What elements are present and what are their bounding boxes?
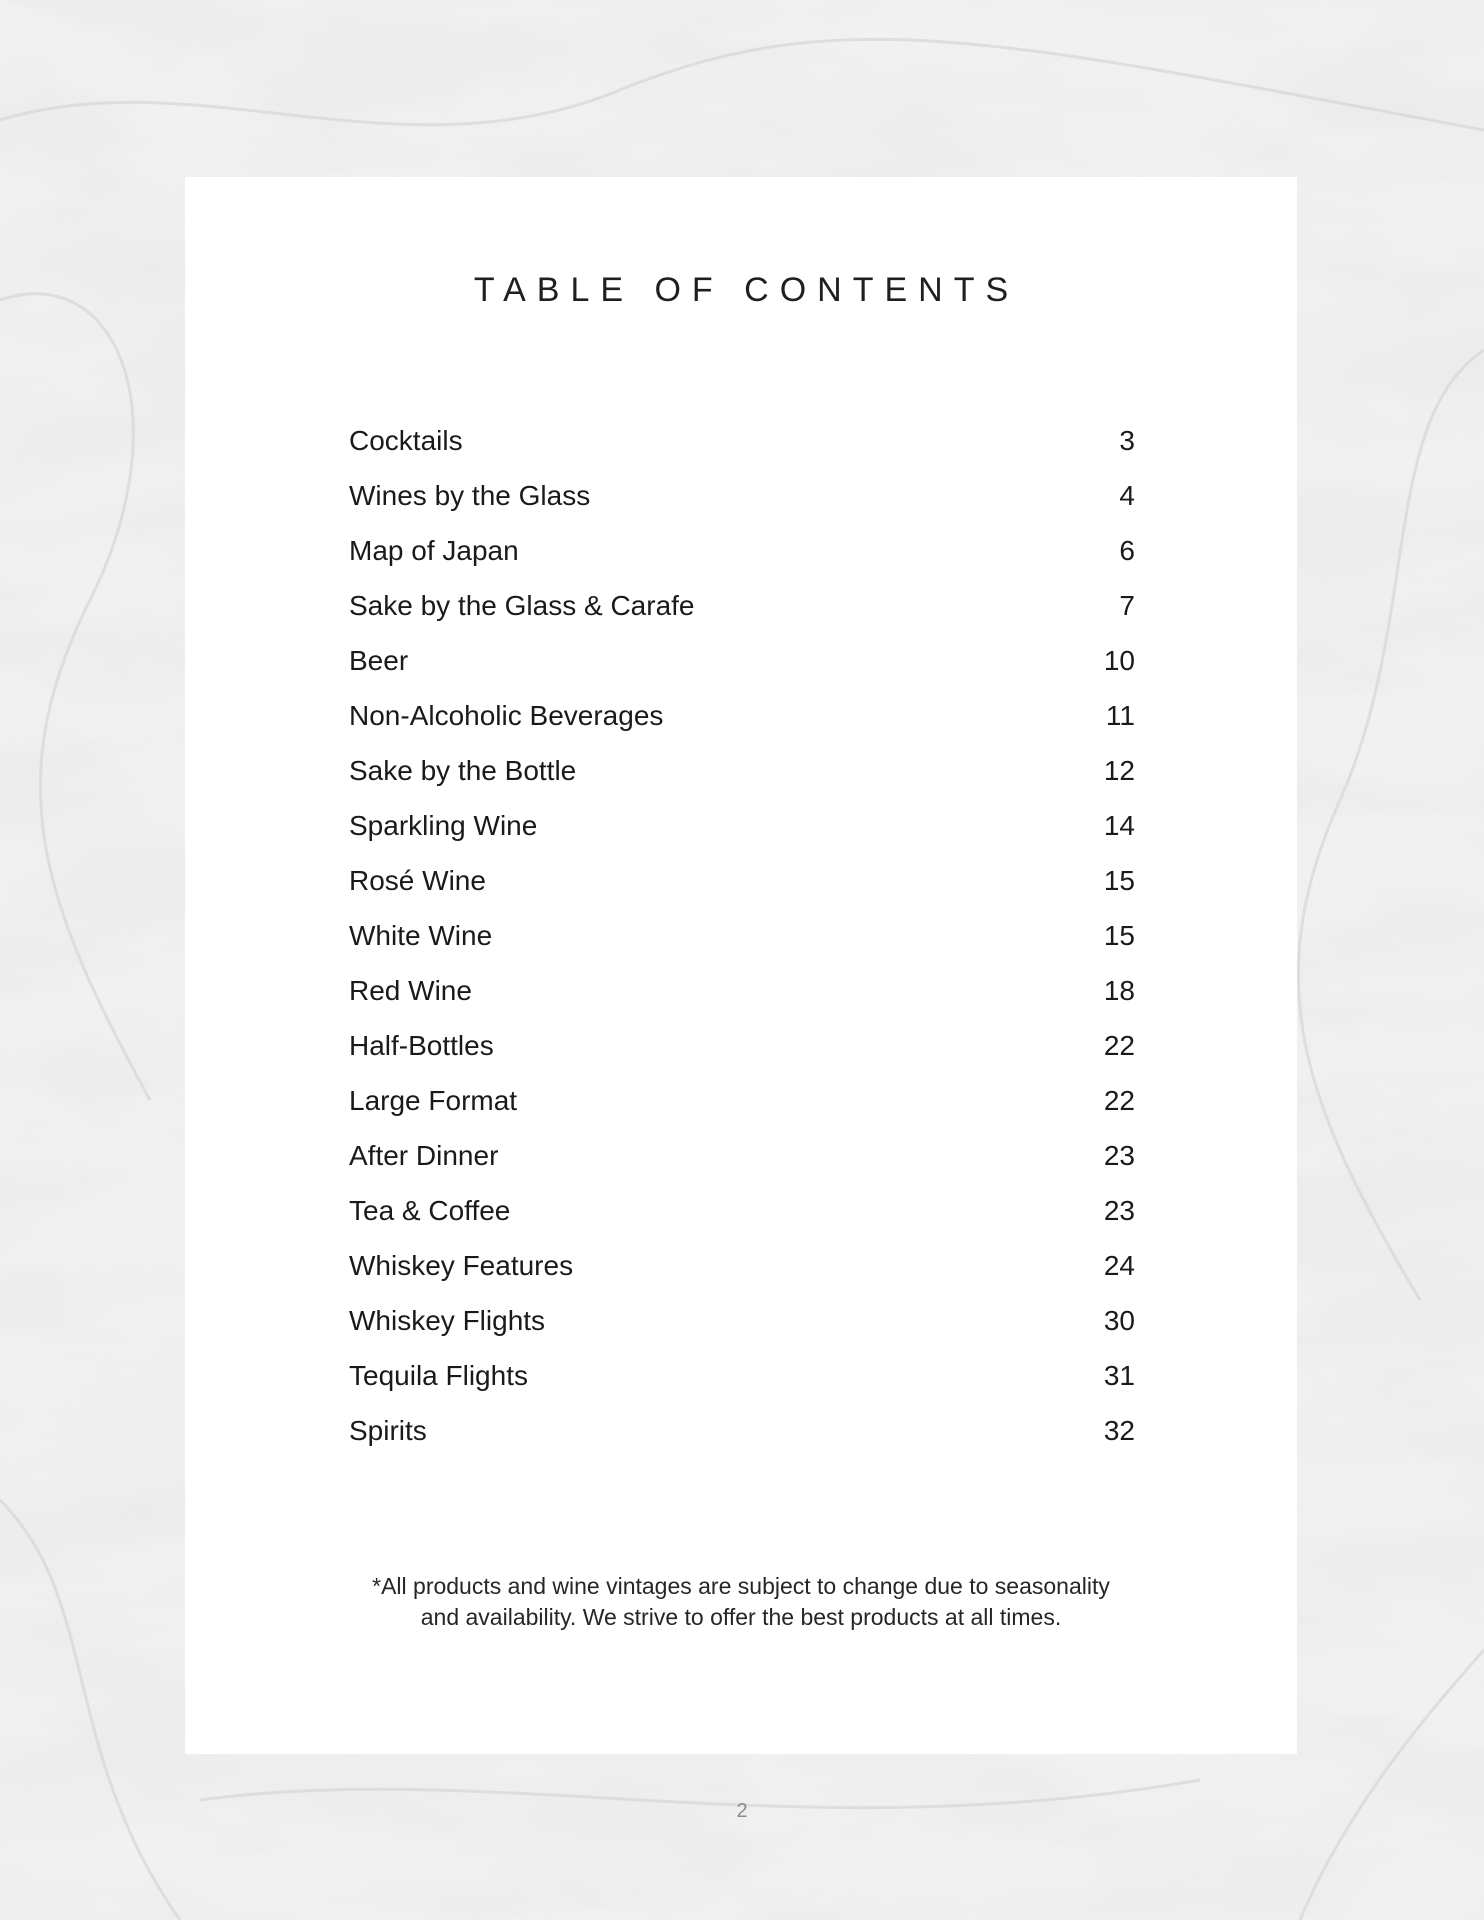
toc-entry[interactable] bbox=[349, 1073, 1135, 1128]
toc-entry-label: Half-Bottles bbox=[349, 1029, 494, 1061]
toc-entry[interactable] bbox=[349, 963, 1135, 1018]
footnote-line: and availability. We strive to offer the best products at all times. bbox=[420, 1604, 1062, 1630]
toc-entry[interactable] bbox=[349, 853, 1135, 908]
toc-entry-label: White Wine bbox=[349, 919, 493, 951]
toc-entry[interactable] bbox=[349, 743, 1135, 798]
toc-entry[interactable] bbox=[349, 1238, 1135, 1293]
toc-entry[interactable] bbox=[349, 468, 1135, 523]
toc-entry-label: Whiskey Features bbox=[349, 1249, 574, 1281]
toc-entry[interactable] bbox=[349, 1403, 1135, 1458]
toc-entry-page: 18 bbox=[1103, 974, 1135, 1006]
toc-entry-label: Tea & Coffee bbox=[349, 1194, 511, 1226]
toc-entry-page: 15 bbox=[1103, 864, 1135, 896]
toc-entry[interactable] bbox=[349, 1128, 1135, 1183]
toc-entry-page: 24 bbox=[1103, 1249, 1135, 1281]
toc-entry-page: 23 bbox=[1103, 1139, 1135, 1171]
toc-entry-label: Wines by the Glass bbox=[349, 479, 591, 511]
toc-entry-page: 22 bbox=[1103, 1029, 1135, 1061]
toc-entry[interactable] bbox=[349, 1018, 1135, 1073]
toc-entry-label: Sake by the Bottle bbox=[349, 754, 577, 786]
footnote bbox=[185, 1571, 1297, 1633]
toc-entry-page: 30 bbox=[1103, 1304, 1135, 1336]
toc-entry[interactable] bbox=[349, 1183, 1135, 1238]
page-title: TABLE OF CONTENTS bbox=[473, 271, 1020, 309]
toc-entry-label: Large Format bbox=[349, 1084, 518, 1116]
toc-entry-label: Red Wine bbox=[349, 974, 472, 1006]
toc-entry-page: 15 bbox=[1103, 919, 1135, 951]
toc-entry-label: Rosé Wine bbox=[349, 864, 486, 896]
toc-entry-page: 4 bbox=[1119, 479, 1135, 511]
toc-entry-label: Map of Japan bbox=[349, 534, 519, 566]
toc-entry[interactable] bbox=[349, 1348, 1135, 1403]
toc-list bbox=[349, 413, 1135, 1458]
toc-entry-label: Tequila Flights bbox=[349, 1359, 528, 1391]
toc-entry-page: 7 bbox=[1119, 589, 1135, 621]
toc-entry[interactable] bbox=[349, 523, 1135, 578]
toc-entry-label: Sake by the Glass & Carafe bbox=[349, 589, 695, 621]
toc-entry[interactable] bbox=[349, 578, 1135, 633]
toc-entry-page: 14 bbox=[1103, 809, 1135, 841]
toc-entry[interactable] bbox=[349, 688, 1135, 743]
toc-entry-label: Spirits bbox=[349, 1414, 427, 1446]
toc-entry-page: 12 bbox=[1103, 754, 1135, 786]
toc-entry-label: Cocktails bbox=[349, 424, 463, 456]
toc-entry-page: 6 bbox=[1119, 534, 1135, 566]
toc-entry-page: 11 bbox=[1105, 699, 1135, 731]
toc-entry[interactable] bbox=[349, 798, 1135, 853]
toc-entry-label: Whiskey Flights bbox=[349, 1304, 546, 1336]
toc-entry[interactable] bbox=[349, 908, 1135, 963]
toc-entry-label: After Dinner bbox=[349, 1139, 499, 1171]
toc-entry-page: 32 bbox=[1103, 1414, 1135, 1446]
toc-entry[interactable] bbox=[349, 1293, 1135, 1348]
content-card bbox=[185, 177, 1297, 1754]
toc-entry-page: 23 bbox=[1103, 1194, 1135, 1226]
toc-entry-label: Non-Alcoholic Beverages bbox=[349, 699, 664, 731]
toc-entry-page: 31 bbox=[1103, 1359, 1135, 1391]
footnote-line: *All products and wine vintages are subject to change due to seasonality bbox=[372, 1573, 1110, 1599]
toc-entry[interactable] bbox=[349, 413, 1135, 468]
toc-entry-page: 3 bbox=[1119, 424, 1135, 456]
page-number: 2 bbox=[736, 1800, 748, 1822]
toc-entry-page: 10 bbox=[1103, 644, 1135, 676]
toc-entry-label: Beer bbox=[349, 644, 409, 676]
toc-entry-page: 22 bbox=[1103, 1084, 1135, 1116]
toc-entry[interactable] bbox=[349, 633, 1135, 688]
toc-entry-label: Sparkling Wine bbox=[349, 809, 538, 841]
